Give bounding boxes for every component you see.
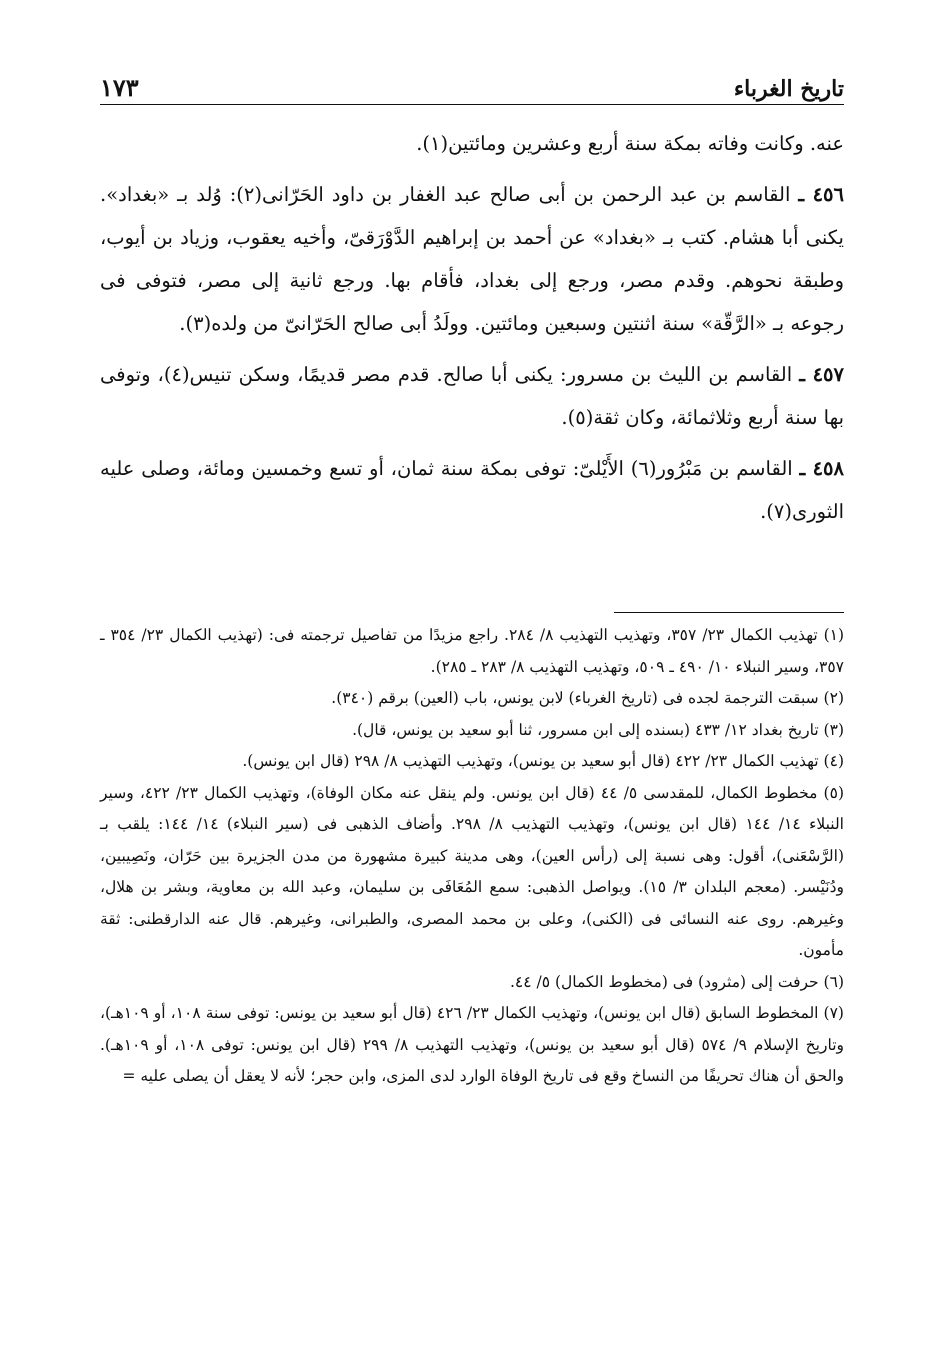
entry-457: [100, 353, 844, 439]
entry-458: [100, 447, 844, 533]
entry-number: ٤٥٧ ـ: [799, 363, 844, 386]
footnote-7: (٧) المخطوط السابق (قال ابن يونس)، وتهذيب الكمال ٢٣/ ٤٢٦ (قال أبو سعيد بن يونس: توفى سنة ١٠٨، أو ١٠٩هـ)، وتاريخ الإسلام ٩/ ٥٧٤ (قال أبو سعيد بن يونس)، وتهذيب التهذيب ٨/ ٢٩٩ (قال ابن يونس: توفى ١٠٨، أو ١٠٩هـ). والحق أن هناك تحريفًا من النساخ وقع فى تاريخ الوفاة الوارد لدى المزى، وابن حجر؛ لأنه لا يعقل أن يصلى عليه =: [100, 1004, 844, 1085]
entry-456: [100, 173, 844, 345]
running-title: تاريخ الغرباء: [733, 76, 844, 102]
entry-text: القاسم بن الليث بن مسرور: يكنى أبا صالح. قدم مصر قديمًا، وسكن تنيس(٤)، وتوفى بها سنة أربع وثلاثمائة، وكان ثقة(٥).: [100, 363, 844, 429]
footnote-separator: [614, 612, 844, 613]
header-rule: [100, 104, 844, 105]
footnote-2: (٢) سبقت الترجمة لجده فى (تاريخ الغرباء) لابن يونس، باب (العين) برقم (٣٤٠).: [331, 689, 844, 707]
footnote-4: (٤) تهذيب الكمال ٢٣/ ٤٢٢ (قال أبو سعيد بن يونس)، وتهذيب التهذيب ٨/ ٢٩٨ (قال ابن يونس).: [242, 752, 844, 770]
paragraph-continuation: [100, 122, 844, 165]
entry-text: القاسم بن مَبْرُور(٦) الأَيْلىّ: توفى بمكة سنة ثمان، أو تسع وخمسين ومائة، وصلى عليه الثورى(٧).: [100, 457, 844, 523]
footnotes: [100, 620, 844, 1093]
entry-text: القاسم بن عبد الرحمن بن أبى صالح عبد الغفار بن داود الحَرّانى(٢): وُلد بـ «بغداد». يكنى أبا هشام. كتب بـ «بغداد» عن أحمد بن إبراهيم الدَّوْرَقىّ، وأخيه يعقوب، وزياد بن أيوب، وطبقة نحوهم. وقدم مصر، ورجع إلى بغداد، فأقام بها. ورجع ثانية إلى مصر، فتوفى فى رجوعه بـ «الرَّقّة» سنة اثنتين وسبعين ومائتين. وولَدُ أبى صالح الحَرّانىّ من ولده(٣).: [100, 183, 844, 335]
page-number: ١٧٣: [100, 73, 139, 102]
page-header: [100, 58, 844, 102]
footnote-1: (١) تهذيب الكمال ٢٣/ ٣٥٧، وتهذيب التهذيب ٨/ ٢٨٤. راجع مزيدًا من تفاصيل ترجمته فى: (تهذيب الكمال ٢٣/ ٣٥٤ ـ ٣٥٧، وسير النبلاء ١٠/ ٤٩٠ ـ ٥٠٩، وتهذيب التهذيب ٨/ ٢٨٣ ـ ٢٨٥).: [100, 626, 845, 676]
paragraph-text: عنه. وكانت وفاته بمكة سنة أربع وعشرين ومائتين(١).: [416, 132, 844, 155]
footnote-3: (٣) تاريخ بغداد ١٢/ ٤٣٣ (بسنده إلى ابن مسرور، ثنا أبو سعيد بن يونس، قال).: [352, 720, 844, 739]
main-text: [100, 122, 844, 533]
footnote-6: (٦) حرفت إلى (مثرود) فى (مخطوط الكمال) ٥/ ٤٤.: [509, 972, 844, 991]
entry-number: ٤٥٦ ـ: [798, 183, 844, 206]
footnote-5: (٥) مخطوط الكمال، للمقدسى ٥/ ٤٤ (قال ابن يونس. ولم ينقل عنه مكان الوفاة)، وتهذيب الكمال ٢٣/ ٤٢٢، وسير النبلاء ١٤/ ١٤٤ (قال ابن يونس)، وتهذيب التهذيب ٨/ ٢٩٨. وأضاف الذهبى فى (سير النبلاء) ١٤/ ١٤٤: يلقب بـ (الرَّسْعَنى)، أقول: وهى نسبة إلى (رأس العين)، وهى مدينة كبيرة مشهورة من مدن الجزيرة بين حَرّان، ونَصِيبين، ودُنَيْسر. (معجم البلدان ٣/ ١٥). ويواصل الذهبى: سمع المُعَافَى بن سليمان، وعبد الله بن معاوية، وبشر بن هلال، وغيرهم. روى عنه النسائى فى (الكنى)، وعلى بن محمد المصرى، والطبرانى، وغيرهم. قال عنه الدارقطنى: ثقة مأمون.: [100, 783, 844, 959]
entry-number: ٤٥٨ ـ: [799, 457, 844, 480]
